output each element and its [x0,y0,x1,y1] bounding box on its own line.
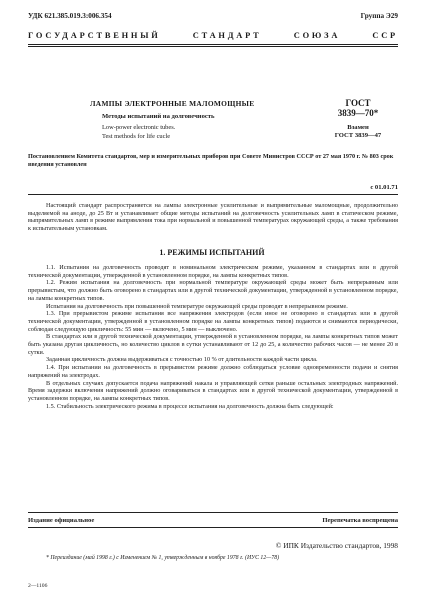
banner-word: СОЮЗА [293,31,341,40]
udc-code: УДК 621.385.019.3:006.354 [28,12,112,20]
replaces-label: Взамен [347,124,369,131]
paragraph: 1.3. При прерывистом режиме испытания все напряжения электродов (если иное не оговорено в стандартах или в другой технической документации, утвержденной в установленном порядке на лампы конкретных типов) подаются и снимаются периодически, соблюдая следующую цикличность: 55 мин — включено, 5 мин — выключено. [28,310,398,333]
footer-divider [28,512,398,513]
reissue-note: * Переиздание (май 1998 г.) с Изменением № 1, утвержденным в ноябре 1978 г. (ИУС 12—78) [46,555,280,561]
paragraph: 1.4. При испытании на долговечность в прерывистом режиме должно соблюдаться условие одновременности подачи и снятия напряжений на электродах. [28,364,398,379]
banner-word: ССР [372,31,398,40]
gost-number: 3839—70* [337,108,379,118]
intro-paragraph: Настоящий стандарт распространяется на лампы электронные усилительные и выпрямительные маломощные, продолжительно выделяемой на аноде, до 25 Вт и устанавливает общие методы испытаний на долговечность усилительных ламп в статическом режиме, выпрямительных ламп в режиме выпрямления тока при нормальной и повышенной температурах окружающей среды, а также требования к испытательным установкам. [28,202,398,233]
standard-banner [28,31,398,40]
paragraph: В отдельных случаях допускается подача напряжений накала и управляющей сетки раньше остальных электродных напряжений. Время задержки включения напряжений должно оговариваться в стандартах или в другой технической документации, утвержденной в установленном порядке, на лампы конкретных типов. [28,379,398,402]
paragraph: 1.5. Стабильность электрического режима в процессе испытания на долговечность должна быть следующей: [46,402,334,410]
effective-date: с 01.01.71 [370,184,398,191]
header-divider [28,194,398,195]
body-text [28,264,398,410]
reprint-prohibited-label: Перепечатка воспрещена [322,517,398,524]
print-code: 2—1106 [28,583,48,589]
banner-rule-top [28,44,398,45]
title-en [90,124,310,141]
section-title: 1. РЕЖИМЫ ИСПЫТАНИЙ [159,248,265,257]
gost-number-block [318,98,398,140]
title-ru-sub: Методы испытаний на долговечность [102,113,215,120]
banner-word: СТАНДАРТ [192,31,262,40]
group-code: Группа Э29 [360,12,398,20]
decree-text: Постановлением Комитета стандартов, мер и измерительных приборов при Совете Министров СССР от 27 мая 1970 г. № 803 срок введения установлен [28,153,394,168]
paragraph: Испытания на долговечность при повышенной температуре окружающей среды проводят в непрерывном режиме. [46,302,348,310]
paragraph: В стандартах или в другой технической документации, утвержденной в установленном порядке, на лампы конкретных типов может быть указана другая цикличность, но количество циклов в сутки устанавливают от 12 до 25, а количество рабочих часов — не менее 20 в сутки. [28,333,398,356]
gost-label: ГОСТ [345,98,371,108]
paragraph: 1.1. Испытания на долговечность проводят в номинальном электрическом режиме, указанном в стандартах или в другой технической документации, утвержденной в установленном порядке, на лампы конкретных типов. [28,264,398,279]
title-en-line: Test methods for life cucle [102,132,171,140]
paragraph: Заданная цикличность должна выдерживаться с точностью 10 % от длительности каждой части цикла. [46,356,318,364]
banner-rule-bottom [28,46,398,47]
replaces-number: ГОСТ 3839—47 [334,132,382,139]
document-title [90,99,310,141]
official-edition-label: Издание официальное [28,517,95,524]
title-en-line: Low-power electronic tubes. [102,124,176,131]
replaces-block [318,124,398,140]
paragraph: 1.2. Режим испытания на долговечность при нормальной температуре окружающей среды может быть непрерывным или прерывистым, что должно быть оговорено в стандартах или в другой технической документации, утвержденной в установленном порядке, на лампы конкретных типов. [28,279,398,302]
footer-divider-bottom [28,527,398,528]
banner-word: ГОСУДАРСТВЕННЫЙ [28,31,161,40]
title-ru: ЛАМПЫ ЭЛЕКТРОННЫЕ МАЛОМОЩНЫЕ [90,99,255,108]
copyright: © ИПК Издательство стандартов, 1998 [275,541,398,550]
